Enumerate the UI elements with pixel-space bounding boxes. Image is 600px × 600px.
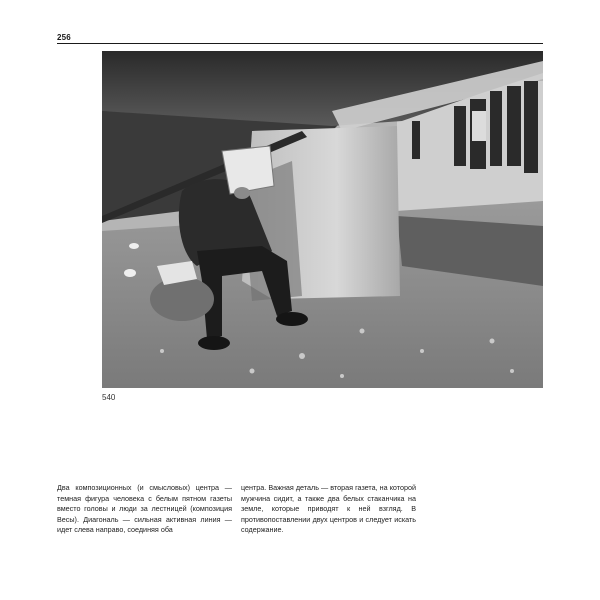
figure-number: 540 [102, 393, 116, 402]
caption-column-right: центра. Важная деталь — вторая газета, на которой мужчина сидит, а также два белых стаканчика на земле, которые приводят к ней взгляд. В противопоставлении двух центров и следует искать содержание. [241, 483, 416, 535]
header-rule [57, 43, 543, 44]
page-number: 256 [57, 33, 71, 42]
photograph [102, 51, 543, 388]
caption-column-left: Два композиционных (и смысловых) центра — темная фигура человека с белым пятном газеты вместо головы и люди за лестницей (композиция Весы). Диагональ — сильная активная линия — идет слева направо, соединяя оба [57, 483, 232, 535]
photograph-man-newspaper-icon [102, 51, 543, 388]
